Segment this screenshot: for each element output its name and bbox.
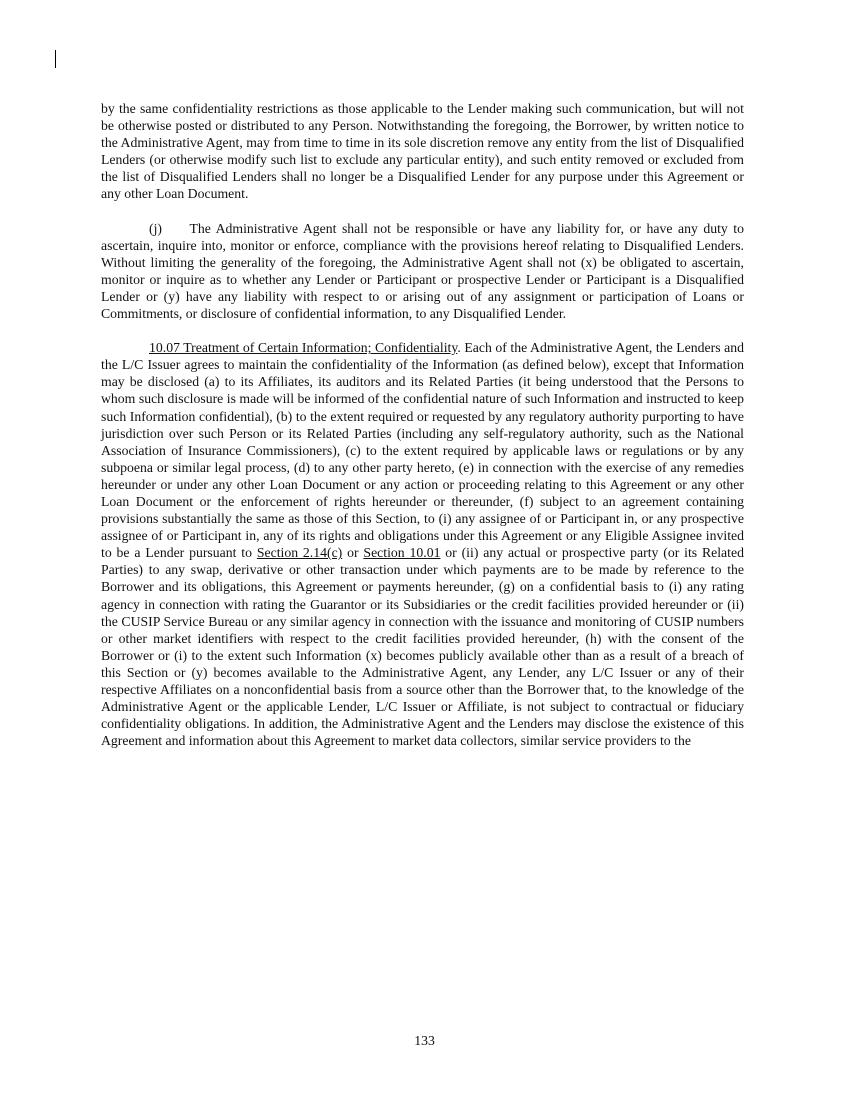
section-heading-10-07: 10.07 Treatment of Certain Information; Confidentiality — [149, 340, 458, 356]
paragraph-text-part-1: . Each of the Administrative Agent, the Lenders and the L/C Issuer agrees to maintain the confidentiality of the Information (as defined below), except that Information may be disclosed (a) to its Affiliates, its auditors and its Related Parties (it being understood that the Persons to whom such disclosure is made will be informed of the confidential nature of such Information and instructed to keep such Information confidential), (b) to the extent required or requested by any regulatory authority purporting to have jurisdiction over such Person or its Related Parties (including any self-regulatory authority, such as the National Association of Insurance Commissioners), (c) to the extent required by applicable laws or regulations or by any subpoena or similar legal process, (d) to any other party hereto, (e) in connection with the exercise of any remedies hereunder or under any other Loan Document or any action or proceeding relating to this Agreement or any other Loan Document or the enforcement of rights hereunder or thereunder, (f) subject to an agreement containing provisions substantially the same as those of this Section, to (i) any assignee of or Participant in, or any prospective assignee of or Participant in, any of its rights and obligations under this Agreement or any Eligible Assignee invited to be a Lender pursuant to — [101, 340, 744, 561]
cross-reference-section-10-01: Section 10.01 — [363, 545, 441, 561]
paragraph-text-connector: or — [342, 545, 364, 561]
document-body — [101, 100, 744, 766]
revision-change-bar — [55, 50, 56, 68]
paragraph-j-administrative-agent: (j) The Administrative Agent shall not be responsible or have any liability for, or have any duty to ascertain, inquire into, monitor or enforce, compliance with the provisions hereof relating to Disqualified Lenders. Without limiting the generality of the foregoing, the Administrative Agent shall not (x) be obligated to ascertain, monitor or inquire as to whether any Lender or Participant or prospective Lender or Participant is a Disqualified Lender or (y) have any liability with respect to or arising out of any assignment or participation of Loans or Commitments, or disclosure of confidential information, to any Disqualified Lender. — [101, 220, 744, 322]
page-number: 133 — [414, 1033, 435, 1048]
paragraph-10-07-confidentiality — [101, 339, 744, 749]
cross-reference-section-2-14c: Section 2.14(c) — [256, 545, 343, 561]
paragraph-text-part-2: or (ii) any actual or prospective party (or its Related Parties) to any swap, derivative or other transaction under which payments are to be made by reference to the Borrower and its obligations, this Agreement or payments hereunder, (g) on a confidential basis to (i) any rating agency in connection with rating the Guarantor or its Subsidiaries or the credit facilities provided hereunder or (ii) the CUSIP Service Bureau or any similar agency in connection with the issuance and monitoring of CUSIP numbers or other market identifiers with respect to the credit facilities provided hereunder, (h) with the consent of the Borrower or (i) to the extent such Information (x) becomes publicly available other than as a result of a breach of this Section or (y) becomes available to the Administrative Agent, any Lender, any L/C Issuer or any of their respective Affiliates on a nonconfidential basis from a source other than the Borrower that, to the knowledge of the Administrative Agent or the applicable Lender, L/C Issuer or Affiliate, is not subject to contractual or fiduciary confidentiality obligations. In addition, the Administrative Agent and the Lenders may disclose the existence of this Agreement and information about this Agreement to market data collectors, similar service providers to the — [101, 545, 744, 749]
paragraph-disqualified-lenders-list: by the same confidentiality restrictions as those applicable to the Lender making such communication, but will not be otherwise posted or distributed to any Person. Notwithstanding the foregoing, the Borrower, by written notice to the Administrative Agent, may from time to time in its sole discretion remove any entity from the list of Disqualified Lenders (or otherwise modify such list to exclude any particular entity), and such entity removed or excluded from the list of Disqualified Lenders shall no longer be a Disqualified Lender for any purpose under this Agreement or any other Loan Document. — [101, 101, 744, 202]
